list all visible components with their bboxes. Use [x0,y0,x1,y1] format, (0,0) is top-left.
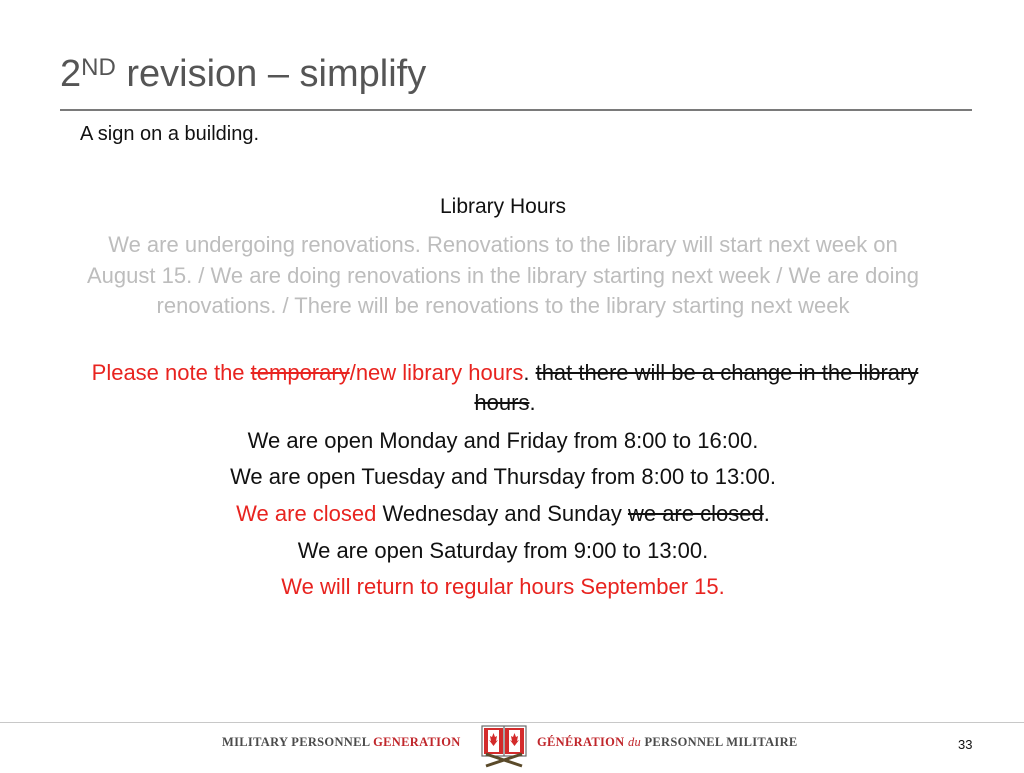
note-period: . [523,360,536,385]
sign-title: Library Hours [439,195,567,218]
footer-french-du: du [624,735,645,749]
footer-french-b: PERSONNEL MILITAIRE [644,735,798,749]
footer-french-a: GÉNÉRATION [537,735,625,749]
note-strikethrough: that there will be a change in the library hours [474,360,919,415]
note-red-start: Please note the [91,360,251,385]
hours-saturday: We are open Saturday from 9:00 to 13:00. [297,538,709,563]
closed-days: Wednesday and Sunday [376,501,628,526]
footer-divider [0,722,1024,723]
title-divider [60,109,972,111]
slide-title [60,50,426,98]
footer-english-b: GENERATION [373,735,461,749]
slide-title-ordinal: ND [81,54,116,81]
renovation-alternatives: We are undergoing renovations. Renovations to the library will start next week on August 15. / We are doing renovations in the library starting next week / We are doing renovations. / There will be renovations to the library starting next week [87,232,919,318]
footer-english-a: MILITARY PERSONNEL [222,735,374,749]
note-red-strikethrough: temporary [250,360,350,385]
hours-note [80,358,930,418]
closed-period: . [763,501,770,526]
footer-french-name [537,735,798,750]
hours-mon-fri: We are open Monday and Friday from 8:00 to 16:00. [247,428,759,453]
mpg-emblem-icon [478,724,530,773]
footer-english-name [222,735,461,750]
note-period-end: . [529,390,536,415]
note-red-end: /new library hours [349,360,524,385]
closed-strikethrough: we are closed [627,501,764,526]
slide-title-text: revision – simplify [115,53,427,95]
return-regular-hours: We will return to regular hours September 15. [281,574,725,599]
page-number: 33 [958,737,973,752]
hours-tue-thu: We are open Tuesday and Thursday from 8:00 to 13:00. [230,464,776,489]
hours-closed [78,499,928,529]
closed-red: We are closed [236,501,377,526]
slide-title-number: 2 [60,53,82,95]
intro-text: A sign on a building. [80,123,260,145]
